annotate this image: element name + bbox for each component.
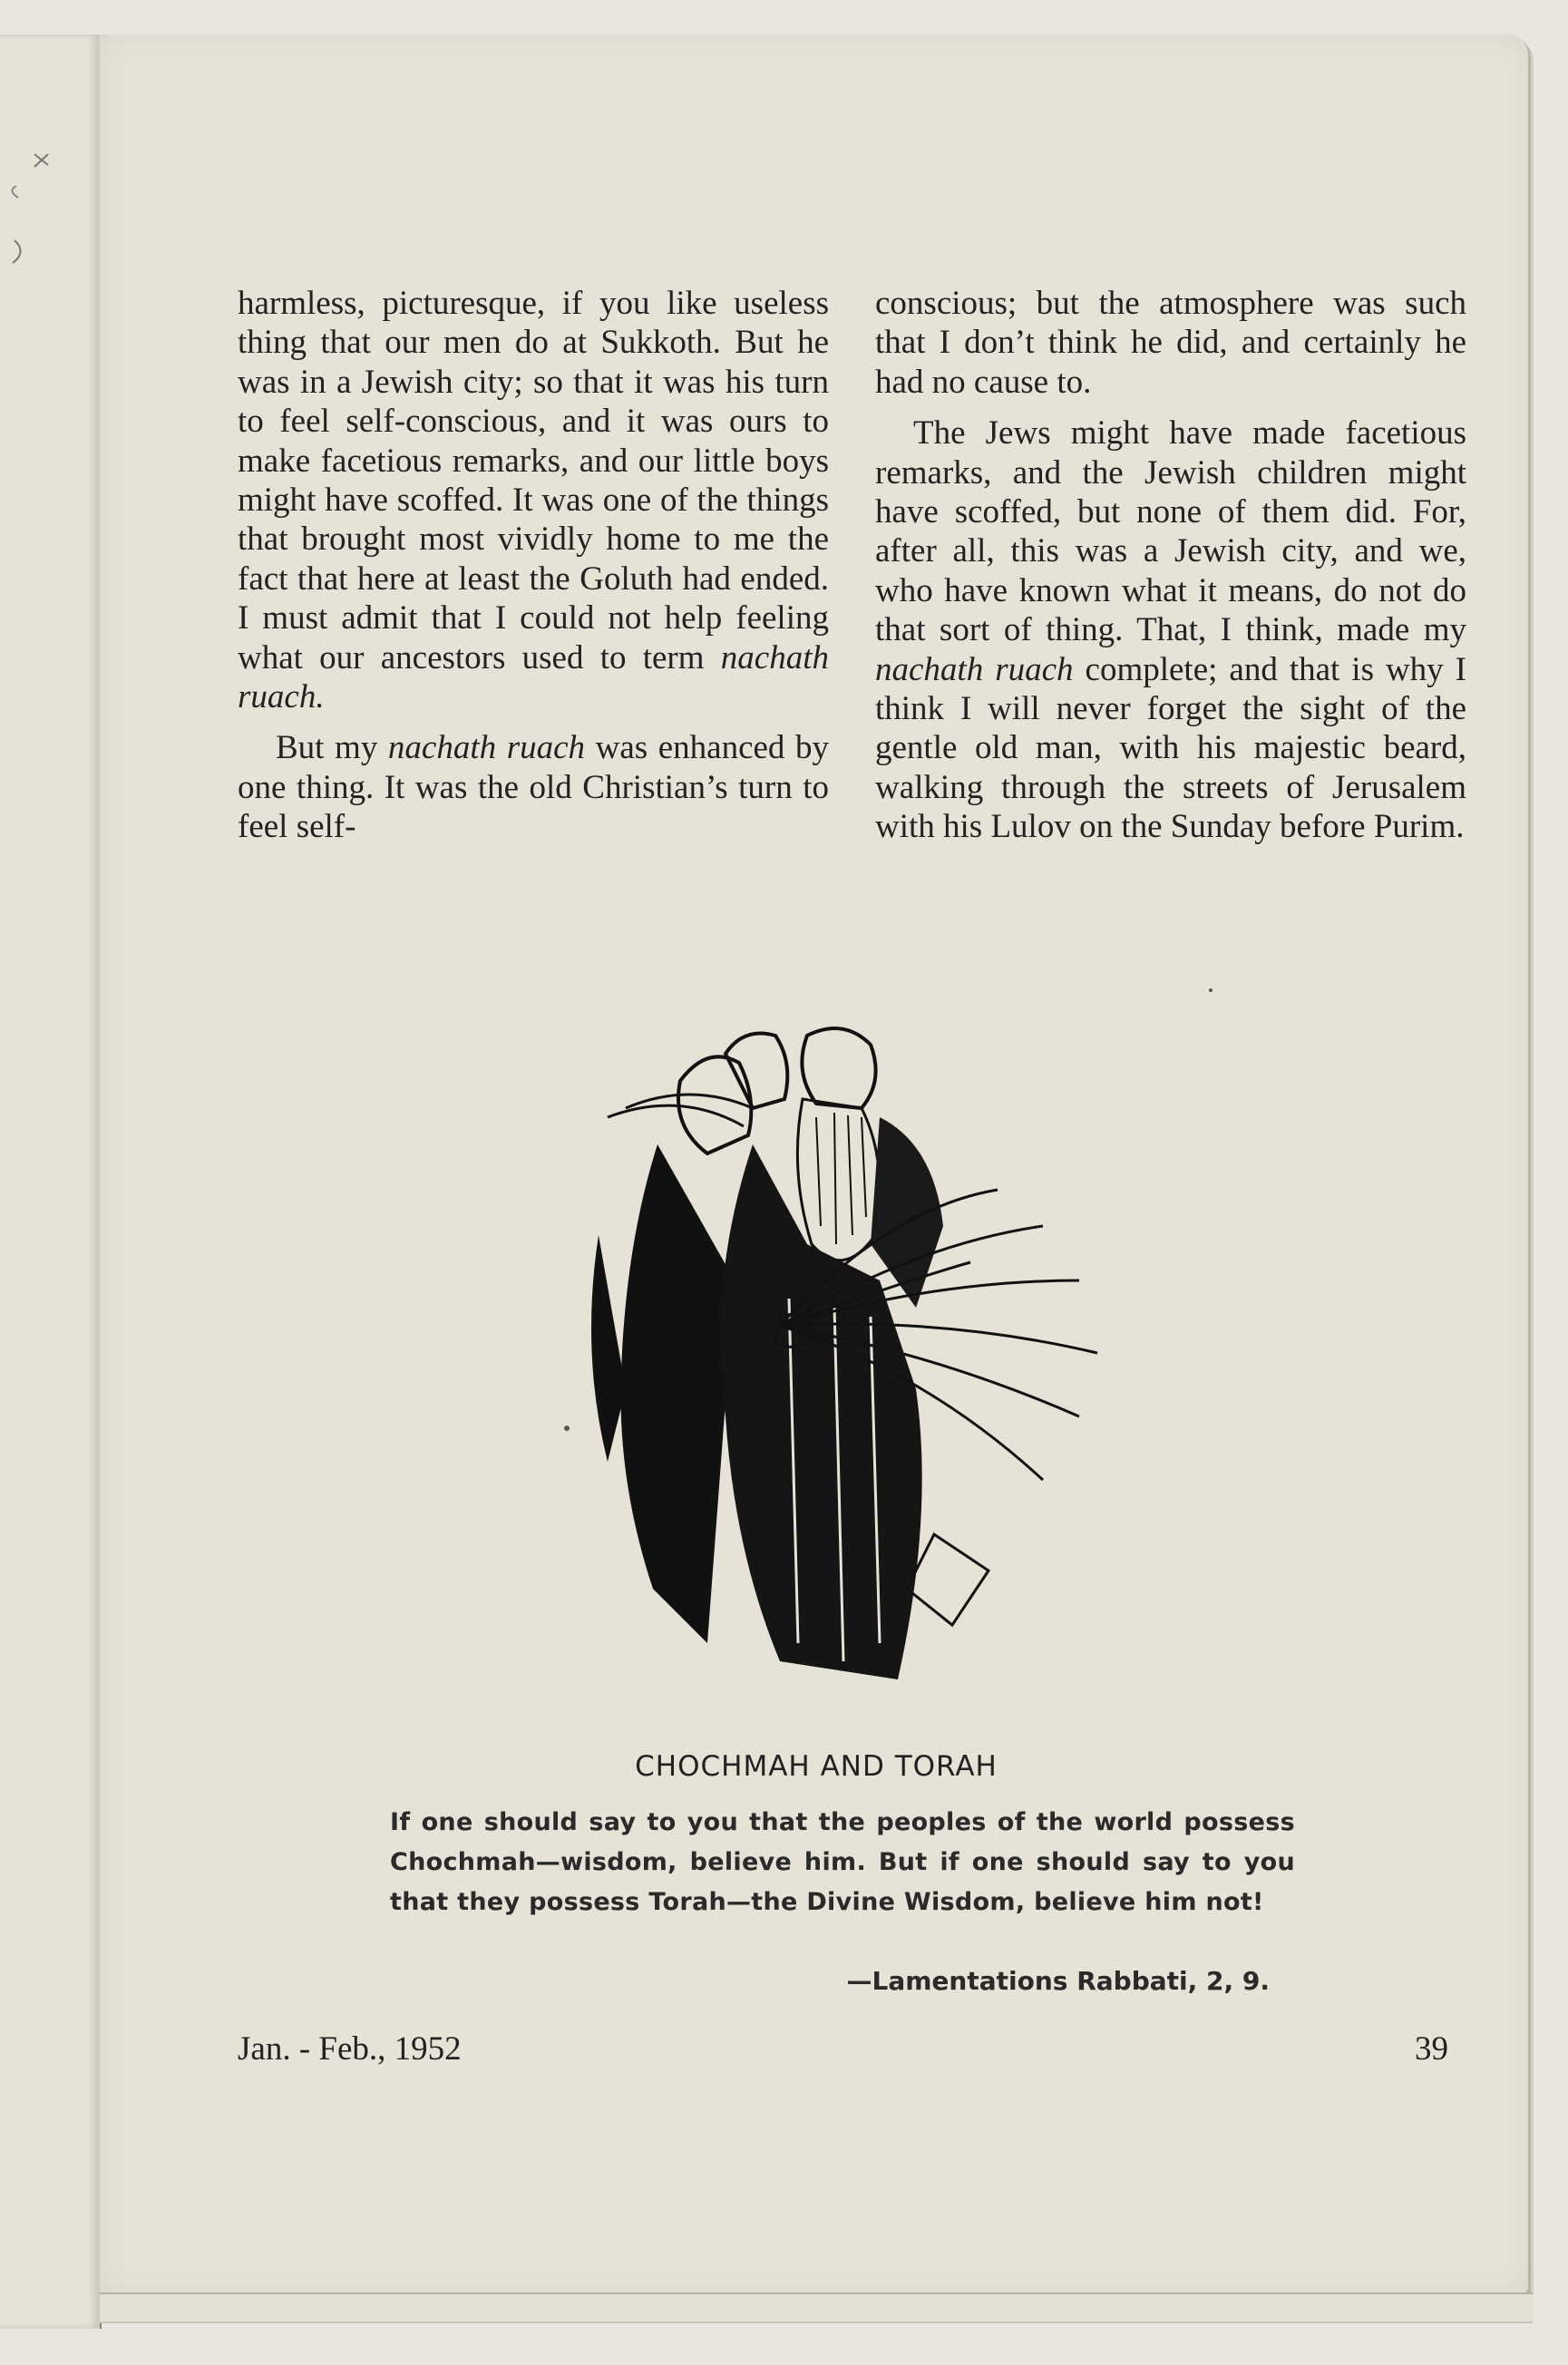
italic-text: nachath ruach.	[238, 638, 829, 716]
speck	[1209, 988, 1213, 992]
paragraph: conscious; but the atmosphere was such that I don’t think he did, and certainly he had no cause to.	[875, 285, 1466, 401]
quote-source: —Lamentations Rabbati, 2, 9.	[846, 1966, 1270, 1996]
italic-text: nachath ruach	[387, 729, 586, 767]
page-number: 39	[1415, 2030, 1448, 2068]
paragraph	[238, 284, 829, 716]
article-text	[238, 284, 1466, 847]
text-run: complete; and that is why I think I will never forget the sight of the gentle old man, with his majestic beard, walking through the streets of Jerusalem with his Lulov on the Sunday before Purim.	[875, 650, 1467, 846]
quote-title: CHOCHMAH AND TORAH	[635, 1750, 998, 1783]
facing-page-edge	[0, 34, 102, 2329]
left-column	[238, 284, 829, 847]
italic-text: nachath ruach	[875, 650, 1074, 688]
pencil-mark-icon	[7, 136, 80, 281]
page-edge	[100, 2292, 1533, 2323]
speck	[564, 1426, 570, 1431]
issue-date: Jan. - Feb., 1952	[238, 2030, 462, 2068]
text-run: The Jews might have made facetious remarks, and the Jewish children might have scoffed, but none of them did. For, after all, this was a Jewish city, and we, who have known what it means, do not do that sort of thing. That, I think, made my	[875, 414, 1466, 649]
paragraph	[238, 728, 829, 846]
text-run: was enhanced by one thing. It was the old Christian’s turn to feel self-	[238, 729, 829, 846]
text-run: But my	[276, 729, 388, 767]
paragraph	[875, 414, 1466, 846]
right-column	[875, 284, 1466, 847]
lulov-illustration	[571, 1008, 1134, 1707]
quote-body: If one should say to you that the peoples of the world possess Chochmah—wisdom, believe him. But if one should say to you that they possess Torah—the Divine Wisdom, believe him not!	[390, 1808, 1295, 1916]
text-run: harmless, picturesque, if you like useless thing that our men do at Sukkoth. But he was in a Jewish city; so that it was his turn to feel self-conscious, and it was ours to make facetious remarks, and our little boys might have scoffed. It was one of the things that brought most vividly home to me the fact that here at least the Goluth had ended. I must admit that I could not help feeling what our ancestors used to term	[238, 285, 829, 676]
